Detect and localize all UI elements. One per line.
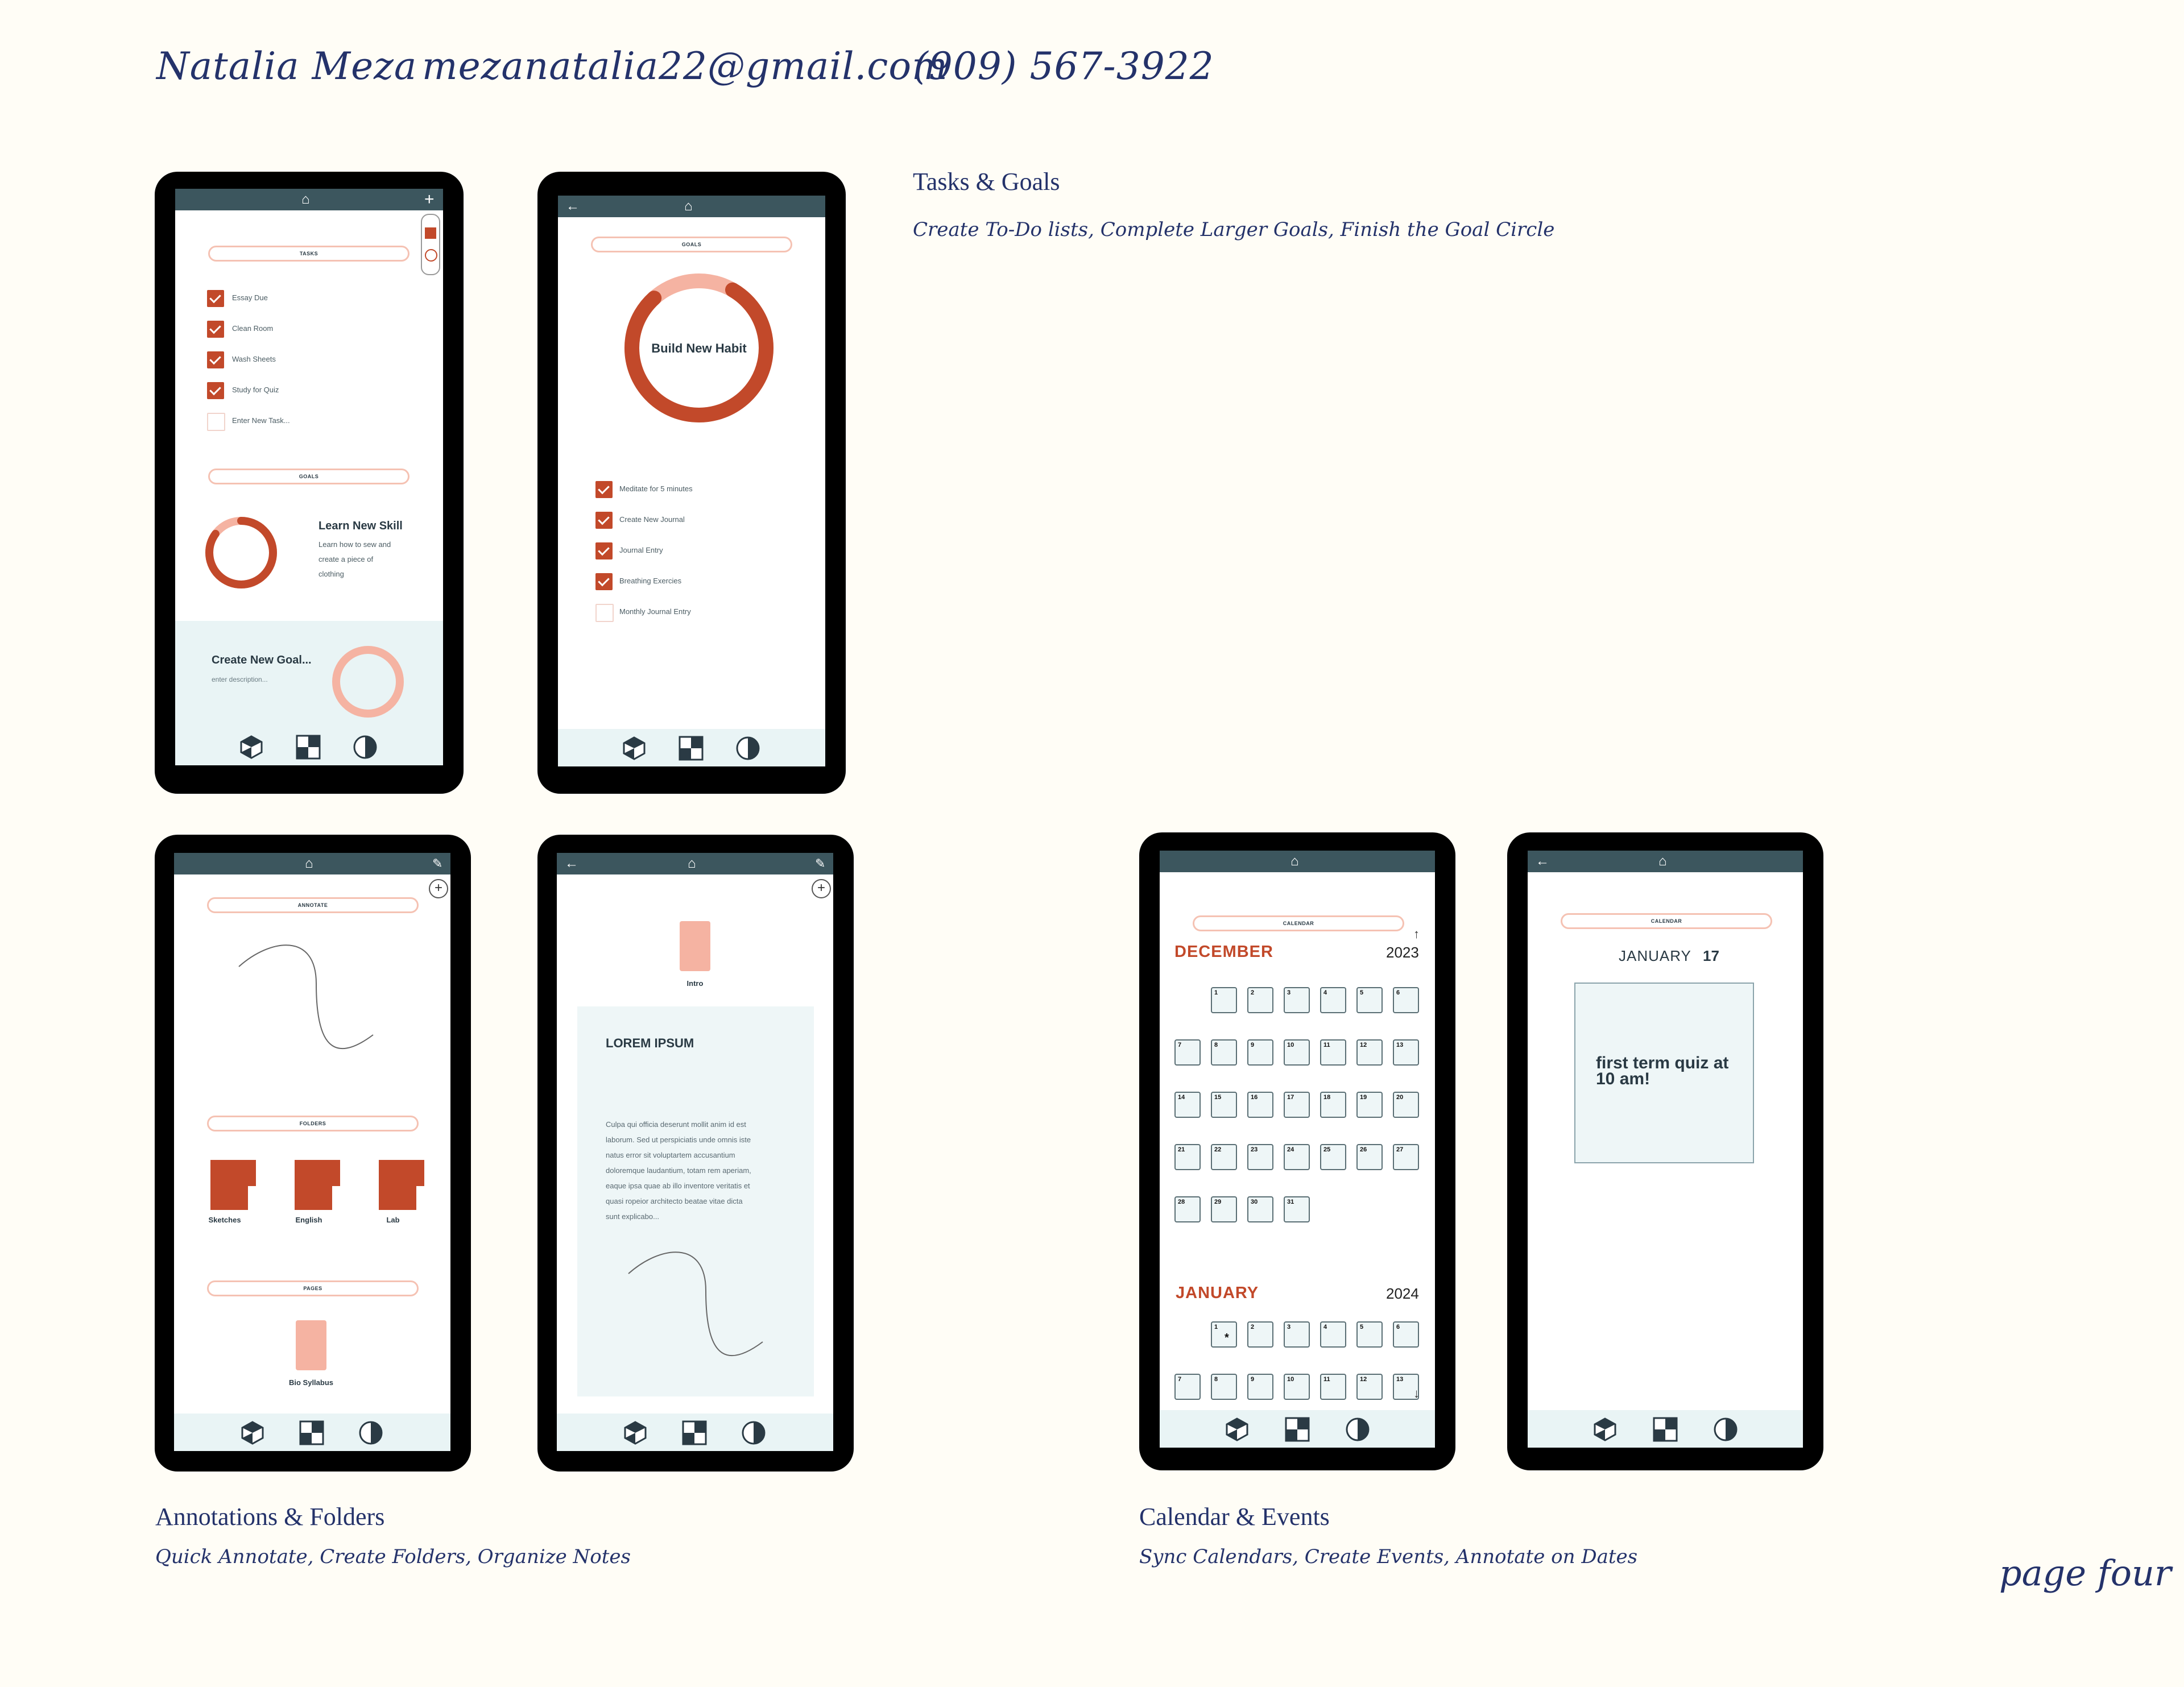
task-checkbox[interactable] — [207, 290, 224, 307]
calendar-day-cell[interactable]: 2 — [1247, 987, 1273, 1013]
checker-icon[interactable] — [679, 736, 704, 761]
calendar-day-cell[interactable]: 26 — [1356, 1144, 1383, 1170]
cube-icon[interactable] — [622, 736, 647, 761]
habit-label: Breathing Exercies — [619, 577, 682, 585]
bottom-nav — [1528, 1410, 1803, 1448]
calendar-pill: CALENDAR — [1193, 915, 1404, 931]
calendar-screen — [1160, 851, 1435, 1448]
tasks-pill: TASKS — [208, 246, 410, 262]
event-line: 10 am! — [1596, 1070, 1651, 1088]
checker-icon[interactable] — [682, 1420, 707, 1445]
year-label: 2023 — [1386, 944, 1419, 961]
author-email: mezanatalia22@gmail.com — [422, 44, 948, 88]
calendar-day-cell[interactable]: 14 — [1174, 1092, 1201, 1118]
home-icon[interactable]: ⌂ — [684, 198, 693, 214]
note-line: natus error sit voluptartem accusantium — [606, 1151, 735, 1159]
pie-icon[interactable] — [1713, 1417, 1738, 1442]
tasks-screen — [175, 189, 443, 765]
star-icon: * — [1225, 1332, 1229, 1344]
calendar-day-cell[interactable]: 8 — [1211, 1374, 1237, 1400]
calendar-day-cell[interactable]: 21 — [1174, 1144, 1201, 1170]
calendar-day-cell[interactable]: 13 — [1393, 1039, 1419, 1066]
habit-checkbox[interactable] — [595, 481, 613, 498]
habit-label: Monthly Journal Entry — [619, 607, 691, 616]
checker-icon[interactable] — [299, 1420, 324, 1445]
note-line: doloremque laudantium, totam rem aperiam, — [606, 1166, 751, 1175]
top-bar — [175, 189, 443, 210]
phone-tasks — [155, 172, 464, 794]
author-name: Natalia Meza — [156, 44, 417, 88]
top-bar — [174, 853, 450, 874]
home-icon[interactable]: ⌂ — [688, 856, 696, 871]
goals-screen — [558, 196, 825, 766]
annotate-screen — [174, 853, 450, 1451]
page-thumbnail[interactable] — [296, 1320, 326, 1370]
note-panel[interactable] — [577, 1006, 814, 1396]
folder-label: English — [295, 1216, 322, 1224]
folder-label: Lab — [386, 1216, 400, 1224]
bottom-nav — [558, 729, 825, 766]
calendar-day-cell[interactable]: 2 — [1247, 1321, 1273, 1348]
event-text — [1596, 1055, 1728, 1087]
calendar-day-cell[interactable]: 4 — [1320, 1321, 1346, 1348]
note-heading: LOREM IPSUM — [606, 1036, 694, 1050]
note-body — [606, 1117, 751, 1224]
annotations-section-subtitle: Quick Annotate, Create Folders, Organize Notes — [155, 1545, 631, 1568]
event-line: first term quiz at — [1596, 1054, 1729, 1072]
folder-label: Sketches — [208, 1216, 241, 1224]
task-checkbox[interactable] — [207, 351, 224, 368]
event-screen — [1528, 851, 1803, 1448]
goal-title: Learn New Skill — [318, 520, 403, 532]
calendar-day-cell[interactable]: 28 — [1174, 1196, 1201, 1222]
phone-calendar — [1139, 832, 1455, 1470]
folder-icon[interactable] — [210, 1160, 248, 1210]
scroll-toggle[interactable] — [421, 214, 440, 275]
home-icon[interactable]: ⌂ — [1290, 853, 1299, 869]
pie-icon[interactable] — [735, 736, 760, 761]
calendar-day-cell[interactable]: 15 — [1211, 1092, 1237, 1118]
month-label: JANUARY — [1176, 1284, 1259, 1302]
calendar-day-cell[interactable]: 10 — [1284, 1039, 1310, 1066]
page-screen — [557, 853, 833, 1451]
new-goal-description[interactable]: enter description... — [212, 675, 268, 683]
author-phone: (909) 567-3922 — [913, 44, 1214, 88]
calendar-day-cell[interactable]: 29 — [1211, 1196, 1237, 1222]
calendar-day-cell[interactable]: 7 — [1174, 1039, 1201, 1066]
folder-icon[interactable] — [295, 1160, 332, 1210]
sketch-canvas[interactable] — [626, 1245, 774, 1376]
calendar-day-cell[interactable]: 30 — [1247, 1196, 1273, 1222]
calendar-day-cell[interactable]: 13 — [1393, 1374, 1419, 1400]
month-label: DECEMBER — [1174, 943, 1273, 961]
cube-icon[interactable] — [239, 735, 264, 760]
home-icon[interactable]: ⌂ — [301, 192, 310, 207]
goals-pill: GOALS — [591, 237, 792, 252]
habit-checkbox[interactable] — [595, 512, 613, 529]
calendar-day-cell[interactable]: 11 — [1320, 1039, 1346, 1066]
annotations-section-title: Annotations & Folders — [155, 1503, 385, 1531]
check-mode-icon[interactable] — [425, 227, 436, 239]
calendar-section-subtitle: Sync Calendars, Create Events, Annotate on Dates — [1139, 1545, 1638, 1568]
calendar-day-cell[interactable]: 12 — [1356, 1039, 1383, 1066]
habit-checkbox[interactable] — [595, 573, 613, 590]
bottom-nav — [557, 1414, 833, 1451]
ring-mode-icon[interactable] — [425, 249, 437, 262]
goal-ring[interactable] — [202, 514, 280, 591]
pages-pill: PAGES — [207, 1280, 419, 1296]
annotate-pill: ANNOTATE — [207, 897, 419, 913]
calendar-section-title: Calendar & Events — [1139, 1503, 1330, 1531]
pie-icon[interactable] — [358, 1420, 383, 1445]
bottom-nav — [1160, 1410, 1435, 1448]
habit-label: Journal Entry — [619, 546, 663, 554]
folders-pill: FOLDERS — [207, 1116, 419, 1131]
calendar-day-cell[interactable]: 1 — [1211, 987, 1237, 1013]
phone-event — [1507, 832, 1823, 1470]
calendar-day-cell[interactable]: 6 — [1393, 987, 1419, 1013]
back-arrow-icon[interactable]: ← — [565, 856, 578, 871]
task-label: Essay Due — [232, 293, 268, 302]
down-arrow-icon[interactable]: ↓ — [1413, 1386, 1420, 1400]
calendar-day-cell[interactable]: 5 — [1356, 987, 1383, 1013]
calendar-day-cell[interactable]: 11 — [1320, 1374, 1346, 1400]
calendar-day-cell[interactable]: 6 — [1393, 1321, 1419, 1348]
event-date-day: 17 — [1703, 947, 1719, 964]
note-line: Culpa qui officia deserunt mollit anim id est — [606, 1120, 746, 1129]
new-task-input[interactable]: Enter New Task... — [232, 416, 290, 425]
calendar-day-cell[interactable]: 3 — [1284, 987, 1310, 1013]
add-circle-icon[interactable]: + — [812, 879, 831, 898]
calendar-day-cell[interactable]: 17 — [1284, 1092, 1310, 1118]
page-label: Bio Syllabus — [288, 1378, 334, 1387]
goal-desc: create a piece of — [318, 555, 374, 563]
calendar-day-cell[interactable]: 10 — [1284, 1374, 1310, 1400]
calendar-day-cell[interactable]: 31 — [1284, 1196, 1310, 1222]
cube-icon[interactable] — [623, 1420, 648, 1445]
event-card[interactable] — [1574, 983, 1754, 1163]
checker-icon[interactable] — [1285, 1417, 1310, 1442]
tasks-section-subtitle: Create To-Do lists, Complete Larger Goals, Finish the Goal Circle — [913, 218, 1555, 241]
top-bar — [558, 196, 825, 217]
task-checkbox[interactable] — [207, 321, 224, 338]
task-label: Clean Room — [232, 324, 274, 333]
note-line: laborum. Sed ut perspiciatis unde omnis iste — [606, 1135, 751, 1144]
pencil-icon[interactable]: ✎ — [815, 856, 826, 871]
top-bar — [1528, 851, 1803, 872]
page-label: Intro — [686, 979, 704, 988]
add-circle-icon[interactable]: + — [429, 879, 448, 898]
page-number: page four — [1999, 1552, 2171, 1594]
habit-label: Meditate for 5 minutes — [619, 484, 693, 493]
task-label: Wash Sheets — [232, 355, 276, 363]
note-line: quasi ropeior architecto beatae vitae dicta — [606, 1197, 743, 1205]
bottom-nav — [175, 728, 443, 765]
home-icon[interactable]: ⌂ — [1658, 853, 1667, 869]
calendar-day-cell[interactable]: 27 — [1393, 1144, 1419, 1170]
calendar-pill: CALENDAR — [1561, 913, 1772, 929]
event-date-month: JANUARY — [1619, 947, 1691, 964]
goal-desc: clothing — [318, 570, 344, 578]
calendar-day-cell[interactable]: 1 * — [1211, 1321, 1237, 1348]
new-goal-title[interactable]: Create New Goal... — [212, 654, 312, 666]
home-icon[interactable]: ⌂ — [305, 856, 313, 871]
phone-annotate — [155, 835, 471, 1472]
pencil-icon[interactable]: ✎ — [432, 856, 443, 871]
tasks-section-title: Tasks & Goals — [913, 168, 1060, 196]
calendar-day-cell[interactable]: 3 — [1284, 1321, 1310, 1348]
calendar-day-cell[interactable]: 7 — [1174, 1374, 1201, 1400]
checker-icon[interactable] — [296, 735, 321, 760]
new-task-checkbox[interactable] — [207, 413, 225, 431]
task-checkbox[interactable] — [207, 382, 224, 399]
page-thumbnail[interactable] — [680, 921, 710, 971]
cube-icon[interactable] — [240, 1420, 265, 1445]
calendar-day-cell[interactable]: 9 — [1247, 1374, 1273, 1400]
bottom-nav — [174, 1414, 450, 1451]
pie-icon[interactable] — [353, 735, 378, 760]
back-arrow-icon[interactable]: ← — [1536, 853, 1549, 869]
goals-pill: GOALS — [208, 469, 410, 484]
calendar-day-cell[interactable]: 4 — [1320, 987, 1346, 1013]
calendar-day-cell[interactable]: 16 — [1247, 1092, 1273, 1118]
calendar-day-cell[interactable]: 12 — [1356, 1374, 1383, 1400]
folder-icon[interactable] — [379, 1160, 416, 1210]
top-bar — [557, 853, 833, 874]
calendar-day-cell[interactable]: 9 — [1247, 1039, 1273, 1066]
new-goal-ring[interactable] — [330, 644, 406, 720]
note-line: sunt explicabo... — [606, 1212, 659, 1221]
sketch-canvas[interactable] — [237, 938, 384, 1069]
calendar-day-cell[interactable]: 20 — [1393, 1092, 1419, 1118]
note-line: eaque ipsa quae ab illo inventore veritatis et — [606, 1182, 750, 1190]
plus-icon[interactable]: + — [424, 190, 435, 209]
calendar-day-cell[interactable]: 23 — [1247, 1144, 1273, 1170]
calendar-day-cell[interactable]: 24 — [1284, 1144, 1310, 1170]
pie-icon[interactable] — [1345, 1417, 1370, 1442]
checker-icon[interactable] — [1653, 1417, 1678, 1442]
cube-icon[interactable] — [1592, 1417, 1618, 1442]
habit-checkbox[interactable] — [595, 542, 613, 559]
calendar-day-cell[interactable]: 18 — [1320, 1092, 1346, 1118]
goal-desc: Learn how to sew and — [318, 540, 391, 549]
calendar-day-cell[interactable]: 25 — [1320, 1144, 1346, 1170]
phone-page — [537, 835, 854, 1472]
habit-checkbox[interactable] — [595, 604, 614, 622]
ring-label: Build New Habit — [651, 341, 747, 355]
up-arrow-icon[interactable]: ↑ — [1413, 927, 1420, 941]
year-label: 2024 — [1386, 1285, 1419, 1302]
calendar-day-cell[interactable]: 22 — [1211, 1144, 1237, 1170]
top-bar — [1160, 851, 1435, 872]
cube-icon[interactable] — [1225, 1417, 1250, 1442]
calendar-day-cell[interactable]: 5 — [1356, 1321, 1383, 1348]
calendar-day-cell[interactable]: 8 — [1211, 1039, 1237, 1066]
calendar-day-cell[interactable]: 19 — [1356, 1092, 1383, 1118]
back-arrow-icon[interactable]: ← — [566, 198, 580, 214]
pie-icon[interactable] — [741, 1420, 766, 1445]
task-label: Study for Quiz — [232, 386, 279, 394]
phone-goals — [537, 172, 846, 794]
habit-label: Create New Journal — [619, 515, 685, 524]
